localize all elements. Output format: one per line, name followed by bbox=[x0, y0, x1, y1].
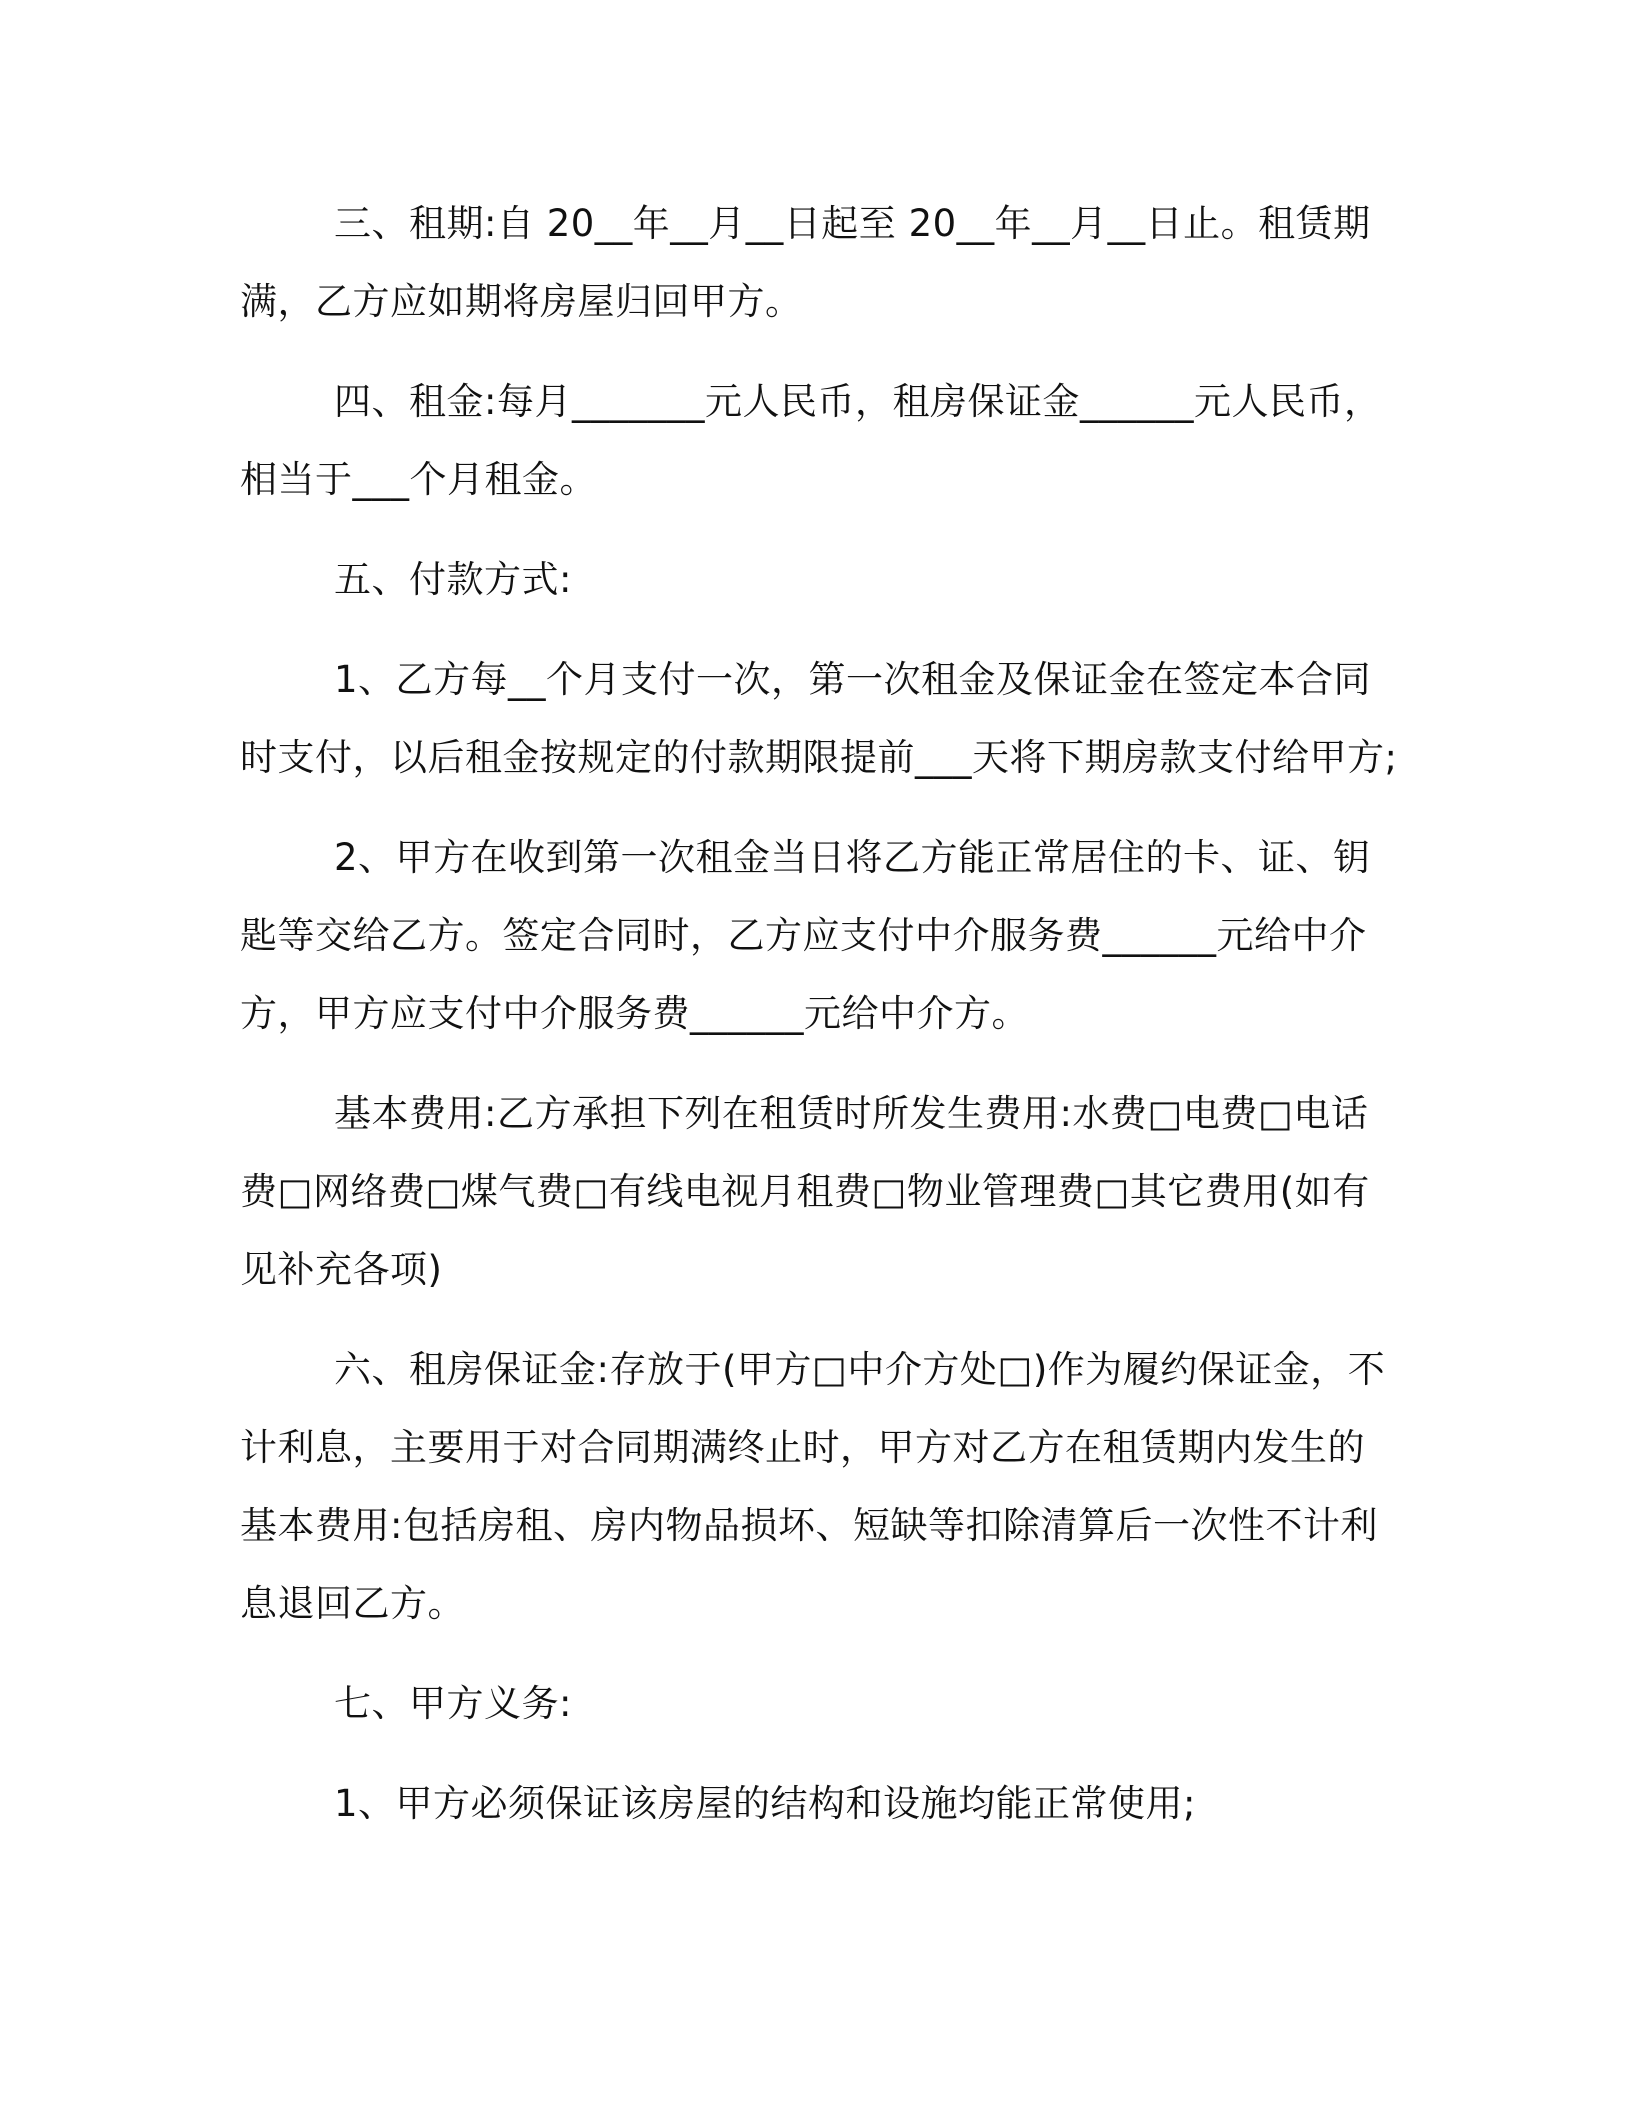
clause-payment-method-heading: 五、付款方式: bbox=[334, 558, 572, 601]
clause-payment-item-2: 2、甲方在收到第一次租金当日将乙方能正常居住的卡、证、钥匙等交给乙方。签定合同时，乙方应支付中介服务费______元给中介方，甲方应支付中介服务费______元给中介方。 bbox=[240, 836, 1371, 1035]
clause-party-a-obligations-heading: 七、甲方义务: bbox=[334, 1682, 572, 1725]
clause-party-a-obligation-1: 1、甲方必须保证该房屋的结构和设施均能正常使用; bbox=[334, 1782, 1197, 1825]
clause-lease-term: 三、租期:自 20__年__月__日起至 20__年__月__日止。租赁期满，乙方应如期将房屋归回甲方。 bbox=[240, 202, 1371, 323]
clause-payment-item-1: 1、乙方每__个月支付一次，第一次租金及保证金在签定本合同时支付，以后租金按规定的付款期限提前___天将下期房款支付给甲方; bbox=[240, 658, 1398, 779]
clause-basic-fees: 基本费用:乙方承担下列在租赁时所发生费用:水费□电费□电话费□网络费□煤气费□有线电视月租费□物业管理费□其它费用(如有见补充各项) bbox=[240, 1092, 1370, 1291]
clause-deposit: 六、租房保证金:存放于(甲方□中介方处□)作为履约保证金，不计利息，主要用于对合同期满终止时，甲方对乙方在租赁期内发生的基本费用:包括房租、房内物品损坏、短缺等扣除清算后一次性不计利息退回乙方。 bbox=[240, 1348, 1386, 1625]
clause-rent: 四、租金:每月_______元人民币，租房保证金______元人民币，相当于___个月租金。 bbox=[240, 380, 1382, 501]
document-body bbox=[240, 185, 1400, 1865]
